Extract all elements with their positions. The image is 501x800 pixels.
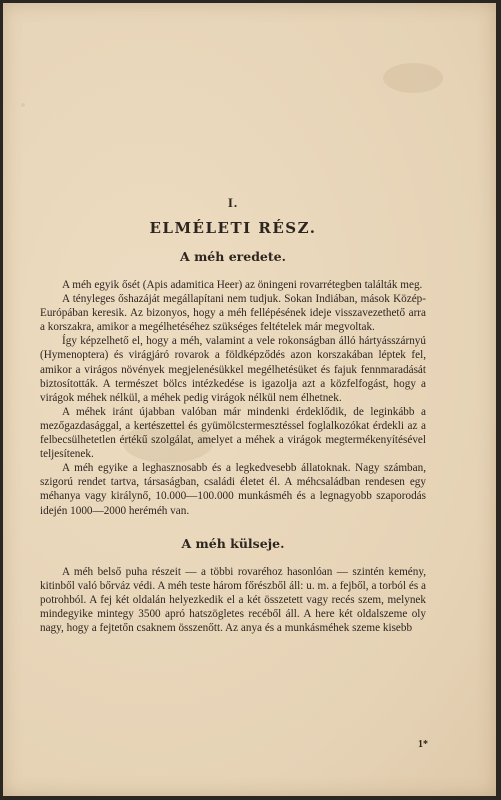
chapter-number: I. [227, 195, 239, 210]
paragraph: A méh egyik ősét (Apis adamitica Heer) az öningeni rovarrétegben találták meg. [62, 279, 423, 291]
page-content [40, 195, 426, 635]
paragraph: A méh belső puha részeit — a többi rovaréhoz hasonlóan — szintén kemény, kitinből való bőrváz védi. A méh teste három főrészből áll: u. m. a fejből, a torból és a potrohból. A fej két oldalán helyezkedik el a két összetett vagy recés szem, melynek mindegyike mintegy 3500 apró hatszögletes recéből áll. A here két oldalszeme oly nagy, hogy a fejtetőn csaknem összenőtt. Az anya és a munkásméhek szeme kisebb [40, 565, 426, 634]
section-title: A méh eredete. [180, 249, 286, 264]
paragraph: Így képzelhető el, hogy a méh, valamint a vele rokonságban álló hártyásszárnyú (Hymenoptera) és virágjáró rovarok a földképződés azon korszakában léptek fel, amikor a virágos növények megjelenésükkel megélhetésüket és fajuk fennmaradását biztosították. A természet bölcs intézkedése is igazolja azt a közfelfogást, hogy a virágok méhek nélkül, a méhek pedig virágok nélkül nem élhetnek. [40, 335, 426, 404]
page-number: 1* [418, 739, 428, 750]
book-page [3, 3, 496, 796]
paper-spot [21, 103, 25, 107]
paragraph: A tényleges őshazáját megállapítani nem tudjuk. Sokan Indiában, mások Közép-Európában keresik. Az bizonyos, hogy a méh fellépésének ideje visszavezethető arra a korszakra, amikor a megélhetéséhez szükséges feltételek már megvoltak. [40, 293, 426, 334]
paper-stain [383, 63, 443, 93]
paragraph: A méhek iránt újabban valóban már mindenki érdeklődik, de leginkább a mezőgazdasággal, a kertészettel és gyümölcstermesztéssel foglalkozókat érdekli az a felbecsülhetetlen értékű szolgálat, amelyet a méhek a virágok megtermékenyítésével teljesítenek. [40, 405, 426, 461]
paragraph: A méh egyike a leghasznosabb és a legkedvesebb állatoknak. Nagy számban, szigorú rendet tartva, társaságban, családi életet él. A méhcsaládban rendesen egy méhanya vagy királynő, 10.000—100.000 munkásméh és a legnagyobb szaporodás idején 1000—2000 heréméh van. [40, 462, 426, 517]
section-title: A méh külseje. [181, 535, 285, 551]
part-title: ELMÉLETI RÉSZ. [149, 219, 317, 237]
